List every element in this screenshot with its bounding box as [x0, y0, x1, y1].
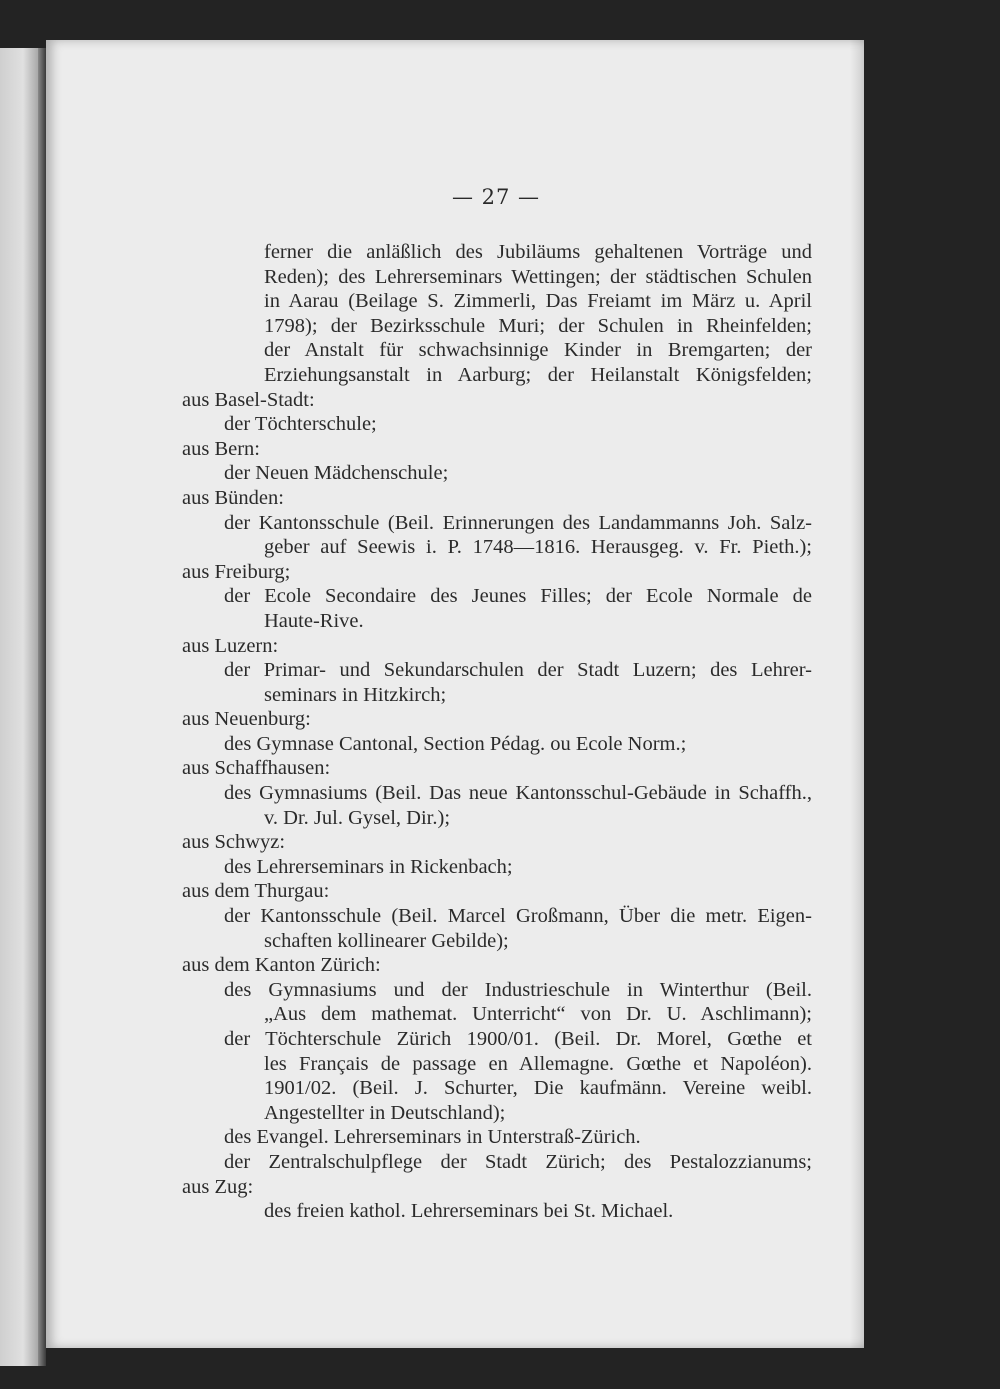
text-line: des Evangel. Lehrerseminars in Unterstraß-Zürich. — [224, 1126, 641, 1149]
section-heading: aus Luzern: — [182, 634, 279, 657]
text-line: der Primar- und Sekundarschulen der Stadt Luzern; des Lehrer- — [224, 659, 812, 682]
text-line: „Aus dem mathemat. Unterricht“ von Dr. U. Aschlimann); — [264, 1003, 812, 1026]
section-heading: aus Freiburg; — [182, 560, 291, 583]
text-line: der Kantonsschule (Beil. Erinnerungen des Landammanns Joh. Salz- — [224, 511, 812, 534]
page-edge-shadow — [850, 40, 864, 1348]
text-line: in Aarau (Beilage S. Zimmerli, Das Freiamt im März u. April — [264, 290, 812, 313]
section-heading: aus Neuenburg: — [182, 708, 311, 731]
left-page-edge — [0, 48, 42, 1366]
book-page — [46, 40, 864, 1348]
text-line: v. Dr. Jul. Gysel, Dir.); — [264, 806, 451, 829]
section-heading: aus Basel-Stadt: — [182, 388, 315, 411]
text-line: 1798); der Bezirksschule Muri; der Schulen in Rheinfelden; — [264, 314, 812, 337]
text-line: der Ecole Secondaire des Jeunes Filles; der Ecole Normale de — [224, 585, 812, 608]
text-line: des freien kathol. Lehrerseminars bei St. Michael. — [264, 1200, 674, 1223]
text-line: seminars in Hitzkirch; — [264, 683, 447, 706]
page-number: — 27 — — [451, 185, 541, 209]
text-line: der Neuen Mädchenschule; — [224, 462, 449, 485]
text-line: des Lehrerseminars in Rickenbach; — [224, 855, 513, 878]
text-line: des Gymnasiums und der Industrieschule in Winterthur (Beil. — [224, 978, 812, 1001]
text-line: Reden); des Lehrerseminars Wettingen; der städtischen Schulen — [264, 265, 812, 288]
book-gutter — [38, 48, 46, 1366]
text-line: Erziehungsanstalt in Aarburg; der Heilanstalt Königsfelden; — [264, 363, 812, 386]
text-line: Haute-Rive. — [264, 609, 364, 632]
text-line: der Töchterschule; — [224, 413, 377, 436]
section-heading: aus Bern: — [182, 437, 260, 460]
section-heading: aus Schwyz: — [182, 831, 286, 854]
text-line: Angestellter in Deutschland); — [264, 1101, 506, 1124]
section-heading: aus dem Kanton Zürich: — [182, 954, 381, 977]
text-line: geber auf Seewis i. P. 1748—1816. Herausgeg. v. Fr. Pieth.); — [264, 536, 812, 559]
page-text — [182, 240, 812, 1224]
text-line: ferner die anläßlich des Jubiläums gehaltenen Vorträge und — [264, 241, 812, 263]
section-heading: aus Bünden: — [182, 486, 284, 509]
text-line: der Töchterschule Zürich 1900/01. (Beil. Dr. Morel, Gœthe et — [224, 1028, 812, 1050]
section-heading: aus dem Thurgau: — [182, 880, 330, 903]
text-line: der Zentralschulpflege der Stadt Zürich; des Pestalozzianums; — [224, 1150, 812, 1173]
text-line: les Français de passage en Allemagne. Gœthe et Napoléon). — [264, 1052, 812, 1075]
text-line: der Kantonsschule (Beil. Marcel Großmann, Über die metr. Eigen- — [224, 905, 812, 928]
text-line: des Gymnase Cantonal, Section Pédag. ou Ecole Norm.; — [224, 732, 687, 755]
section-heading: aus Schaffhausen: — [182, 757, 331, 780]
section-heading: aus Zug: — [182, 1175, 254, 1198]
text-line: 1901/02. (Beil. J. Schurter, Die kaufmänn. Vereine weibl. — [264, 1077, 812, 1100]
text-line: der Anstalt für schwachsinnige Kinder in Bremgarten; der — [264, 339, 812, 362]
text-line: schaften kollinearer Gebilde); — [264, 929, 509, 952]
text-line: des Gymnasiums (Beil. Das neue Kantonsschul-Gebäude in Schaffh., — [224, 782, 812, 805]
